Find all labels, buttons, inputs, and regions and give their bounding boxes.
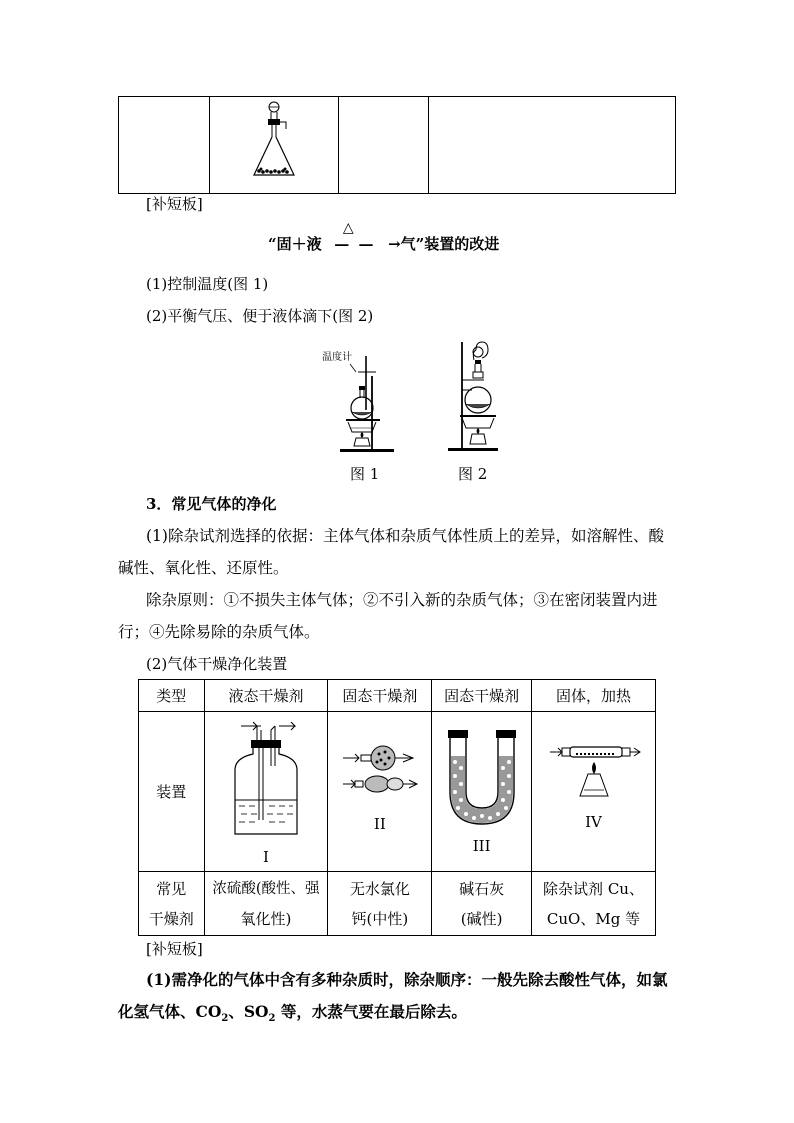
- figure-2-caption: 图 2: [458, 465, 488, 483]
- device-IV-numeral: IV: [585, 813, 602, 831]
- impurity-order-line1: (1)需净化的气体中含有多种杂质时，除杂顺序：一般先除去酸性气体，如氯: [146, 970, 668, 989]
- heated-tube-icon: [546, 736, 642, 806]
- purification-basis-line2: 碱性、氧化性、还原性。: [118, 559, 289, 577]
- figure-2-apparatus: [444, 338, 504, 454]
- device-I-numeral: I: [263, 848, 269, 866]
- device-II-numeral: II: [373, 815, 386, 833]
- top-table: [118, 96, 676, 194]
- device-IV-cell: [532, 712, 656, 872]
- u-tube-icon: [442, 726, 522, 836]
- row-device-label: 装置: [139, 712, 205, 872]
- drying-device-subheading: (2)气体干燥净化装置: [146, 655, 288, 673]
- purification-principle-line1: 除杂原则：①不损失主体气体；②不引入新的杂质气体；③在密闭装置内进: [146, 591, 658, 609]
- device-I-cell: [204, 712, 328, 872]
- supplement-tag-2: [补短板]: [146, 940, 203, 958]
- drying-tube-icon: [337, 738, 423, 808]
- supplement-tag: [补短板]: [146, 195, 203, 213]
- top-table-cell-3: [338, 97, 429, 194]
- device-III-numeral: III: [472, 837, 491, 855]
- device-III-cell: [432, 712, 532, 872]
- section-3-heading: 3．常见气体的净化: [146, 495, 277, 513]
- thermometer-label: 温度计: [322, 352, 352, 363]
- drying-devices-table: [138, 679, 656, 936]
- purification-basis-line1: (1)除杂试剂选择的依据：主体气体和杂质气体性质上的差异，如溶解性、酸: [146, 527, 664, 545]
- header-liquid-desiccant: 液态干燥剂: [204, 680, 328, 712]
- purification-principle-line2: 行；④先除易除的杂质气体。: [118, 623, 320, 641]
- heating-arrow: △ — —: [334, 220, 376, 253]
- gas-washing-bottle-icon: [221, 716, 311, 842]
- header-solid-desiccant-1: 固态干燥剂: [328, 680, 432, 712]
- header-solid-heating: 固体，加热: [532, 680, 656, 712]
- item-balance-pressure: (2)平衡气压、便于液体滴下(图 2): [146, 307, 374, 325]
- row-desiccant-label: 常见 干燥剂: [139, 872, 205, 936]
- item-control-temperature: (1)控制温度(图 1): [146, 275, 269, 293]
- desiccant-calcium-chloride: 无水氯化 钙(中性): [328, 872, 432, 936]
- desiccant-removal-reagents: 除杂试剂 Cu、 CuO、Mg 等: [532, 872, 656, 936]
- figure-1-caption: 图 1: [350, 465, 380, 483]
- improvement-title: “固＋液 △ — — →气”装置的改进: [268, 220, 500, 253]
- header-type: 类型: [139, 680, 205, 712]
- top-table-cell-2: [209, 97, 338, 194]
- flask-with-dropping-funnel-icon: [244, 97, 304, 183]
- heat-symbol: △: [342, 220, 354, 236]
- device-II-cell: [328, 712, 432, 872]
- desiccant-soda-lime: 碱石灰 (碱性): [432, 872, 532, 936]
- header-solid-desiccant-2: 固态干燥剂: [432, 680, 532, 712]
- desiccant-sulfuric-acid: 浓硫酸(酸性、强 氧化性): [204, 872, 328, 936]
- impurity-order-line2: 化氢气体、$CO_2$、$SO_2$ 等，水蒸气要在最后除去。: [118, 1002, 467, 1025]
- top-table-cell-1: [119, 97, 210, 194]
- top-table-cell-4: [429, 97, 676, 194]
- figure-1-apparatus: [322, 346, 398, 454]
